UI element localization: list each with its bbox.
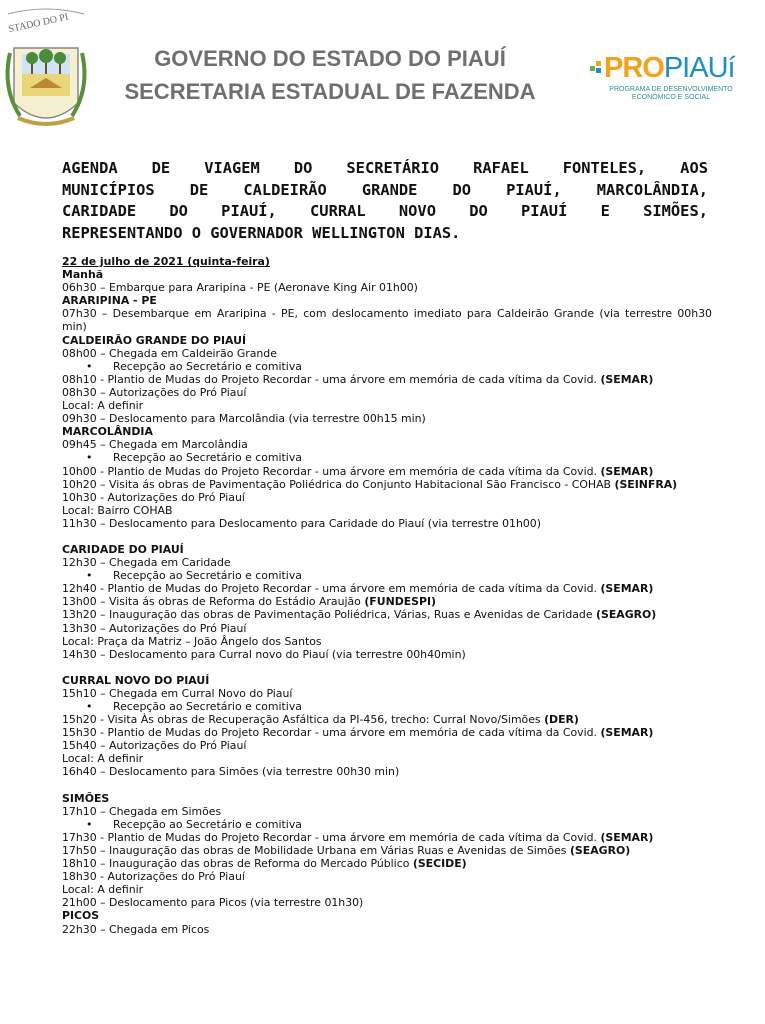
section-picos: PICOS (62, 909, 100, 923)
agenda-item: 15h10 – Chegada em Curral Novo do Piauí (62, 686, 293, 700)
bullet-text: Recepção ao Secretário e comitiva (113, 569, 302, 583)
agenda-item (62, 373, 712, 386)
bullet-item (62, 700, 712, 713)
piaui-text: PIAUí (663, 52, 735, 84)
agency-tag: (DER) (544, 713, 579, 727)
title-line-4: REPRESENTANDO O GOVERNADOR WELLINGTON DIAS. (62, 223, 461, 242)
agenda-item: 09h30 – Deslocamento para Marcolândia (via terrestre 00h15 min) (62, 412, 426, 426)
agenda-item: 16h40 – Deslocamento para Simões (via terrestre 00h30 min) (62, 765, 400, 779)
agenda-item (62, 478, 712, 491)
bullet-text: Recepção ao Secretário e comitiva (113, 700, 302, 713)
agenda-item: 11h30 – Deslocamento para Deslocamento para Caridade do Piauí (via terrestre 01h00) (62, 516, 541, 530)
pro-squares-icon (590, 58, 602, 76)
pro-text: PRO (604, 52, 664, 84)
agenda-item: 22h30 – Chegada em Picos (62, 922, 210, 936)
agenda-item (62, 608, 712, 621)
propiaui-wordmark (604, 52, 735, 84)
agenda-item (62, 465, 712, 478)
agenda-item: 06h30 – Embarque para Araripina - PE (Aeronave King Air 01h00) (62, 281, 418, 295)
agency-tag: (SEMAR) (600, 830, 654, 844)
agenda-item: 17h10 – Chegada em Simões (62, 804, 222, 818)
bullet-item (62, 818, 712, 831)
agenda-item: 12h30 – Chegada em Caridade (62, 556, 231, 570)
agency-tag: (SEMAR) (600, 726, 654, 740)
agenda-item: Local: Praça da Matriz – João Ângelo dos Santos (62, 634, 322, 648)
agency-tag: (SEAGRO) (569, 843, 631, 857)
propiaui-tagline (593, 86, 749, 102)
agenda-item (62, 726, 712, 739)
section-caridade: CARIDADE DO PIAUÍ (62, 542, 184, 556)
title-line-2: MUNICÍPIOS DE CALDEIRÃO GRANDE DO PIAUÍ, MARCOLÂNDIA, (62, 180, 708, 199)
agenda-item: 08h30 – Autorizações do Pró Piauí (62, 385, 247, 399)
bullet-icon: • (86, 569, 93, 583)
agenda-date: 22 de julho de 2021 (quinta-feira) (62, 255, 270, 268)
seal-text: STADO DO PI (7, 11, 70, 36)
agenda-item: 14h30 – Deslocamento para Curral novo do Piauí (via terrestre 00h40min) (62, 647, 466, 661)
agenda-item: Local: A definir (62, 752, 144, 766)
state-seal (0, 8, 92, 136)
agenda-item: 09h45 – Chegada em Marcolândia (62, 438, 248, 452)
bullet-text: Recepção ao Secretário e comitiva (113, 359, 302, 373)
bullet-icon: • (86, 451, 93, 465)
section-curral-novo: CURRAL NOVO DO PIAUÍ (62, 673, 210, 687)
section-marcolandia: MARCOLÂNDIA (62, 425, 153, 439)
title-line-1: AGENDA DE VIAGEM DO SECRETÁRIO RAFAEL FONTELES, AOS (62, 159, 708, 177)
agenda-item: 15h40 – Autorizações do Pró Piauí (62, 739, 247, 753)
propiaui-logo (592, 52, 752, 108)
bullet-icon: • (86, 817, 93, 831)
agenda-item (62, 857, 712, 870)
item-text: 12h40 - Plantio de Mudas do Projeto Recordar - uma árvore em memória de cada vítima da Covid. (62, 582, 597, 596)
item-text: 17h50 – Inauguração das obras de Mobilidade Urbana em Várias Ruas e Avenidas de Simões (62, 843, 567, 857)
agency-tag: (SECIDE) (412, 857, 467, 871)
agency-tag: (SEMAR) (600, 582, 654, 596)
tagline-line-1: PROGRAMA DE DESENVOLVIMENTO (609, 86, 733, 93)
agenda-item: 13h30 – Autorizações do Pró Piauí (62, 621, 247, 635)
agenda-item: Local: A definir (62, 399, 144, 413)
bullet-item (62, 569, 712, 582)
item-text: 17h30 - Plantio de Mudas do Projeto Recordar - uma árvore em memória de cada vítima da Covid. (62, 830, 597, 844)
bullet-text: Recepção ao Secretário e comitiva (113, 817, 302, 831)
document-title (62, 158, 708, 244)
agenda-item (62, 713, 712, 726)
agenda-item: Local: A definir (62, 883, 144, 897)
item-text: 15h20 - Visita Às obras de Recuperação Asfáltica da PI-456, trecho: Curral Novo/Simões (62, 713, 541, 727)
agency-tag: (FUNDESPI) (364, 595, 437, 609)
agenda-item (62, 831, 712, 844)
bullet-icon: • (86, 359, 93, 373)
item-text: 10h20 – Visita ás obras de Pavimentação Poliédrica do Conjunto Habitacional São Francisco - COHAB (62, 477, 612, 491)
agency-tag: (SEMAR) (600, 464, 654, 478)
item-text: 13h00 – Visita ás obras de Reforma do Estádio Araujão (62, 595, 361, 609)
agency-tag: (SEINFRA) (614, 477, 678, 491)
item-text: 08h10 - Plantio de Mudas do Projeto Recordar - uma árvore em memória de cada vítima da Covid. (62, 372, 597, 386)
agenda-item: 10h30 - Autorizações do Pró Piauí (62, 490, 245, 504)
agenda-item: 08h00 – Chegada em Caldeirão Grande (62, 346, 277, 360)
government-header (95, 42, 565, 108)
section-araripina: ARARIPINA - PE (62, 294, 157, 308)
tagline-line-2: ECONÔMICO E SOCIAL (631, 94, 711, 101)
agenda-item (62, 844, 712, 857)
bullet-icon: • (86, 700, 93, 713)
item-text: 18h10 – Inauguração das obras de Reforma do Mercado Público (62, 857, 410, 871)
section-caldeirao-grande: CALDEIRÃO GRANDE DO PIAUÍ (62, 333, 247, 347)
secretariat-line: SECRETARIA ESTADUAL DE FAZENDA (124, 79, 536, 104)
item-text: 10h00 - Plantio de Mudas do Projeto Recordar - uma árvore em memória de cada vítima da Covid. (62, 464, 597, 478)
government-line: GOVERNO DO ESTADO DO PIAUÍ (154, 46, 506, 71)
agenda-item: 21h00 – Deslocamento para Picos (via terrestre 01h30) (62, 896, 364, 910)
bullet-text: Recepção ao Secretário e comitiva (113, 451, 302, 465)
item-text: 13h20 – Inauguração das obras de Pavimentação Poliédrica, Várias, Ruas e Avenidas de Caridade (62, 608, 593, 622)
agency-tag: (SEAGRO) (596, 608, 657, 622)
agenda-item: 18h30 - Autorizações do Pró Piauí (62, 870, 245, 884)
period-label: Manhã (62, 268, 104, 282)
agenda-item (62, 582, 712, 595)
agenda-item: 07h30 – Desembarque em Araripina - PE, com deslocamento imediato para Caldeirão Grande (via terrestre 00h30 min) (62, 307, 712, 334)
bullet-item (62, 360, 712, 373)
agenda-body (62, 255, 712, 936)
bullet-item (62, 451, 712, 464)
title-line-3: CARIDADE DO PIAUÍ, CURRAL NOVO DO PIAUÍ E SIMÕES, (62, 202, 708, 220)
section-simoes: SIMÕES (62, 791, 110, 805)
agency-tag: (SEMAR) (600, 372, 654, 386)
agenda-item: Local: Bairro COHAB (62, 503, 173, 517)
item-text: 15h30 - Plantio de Mudas do Projeto Recordar - uma árvore em memória de cada vítima da Covid. (62, 726, 597, 740)
agenda-item (62, 595, 712, 608)
